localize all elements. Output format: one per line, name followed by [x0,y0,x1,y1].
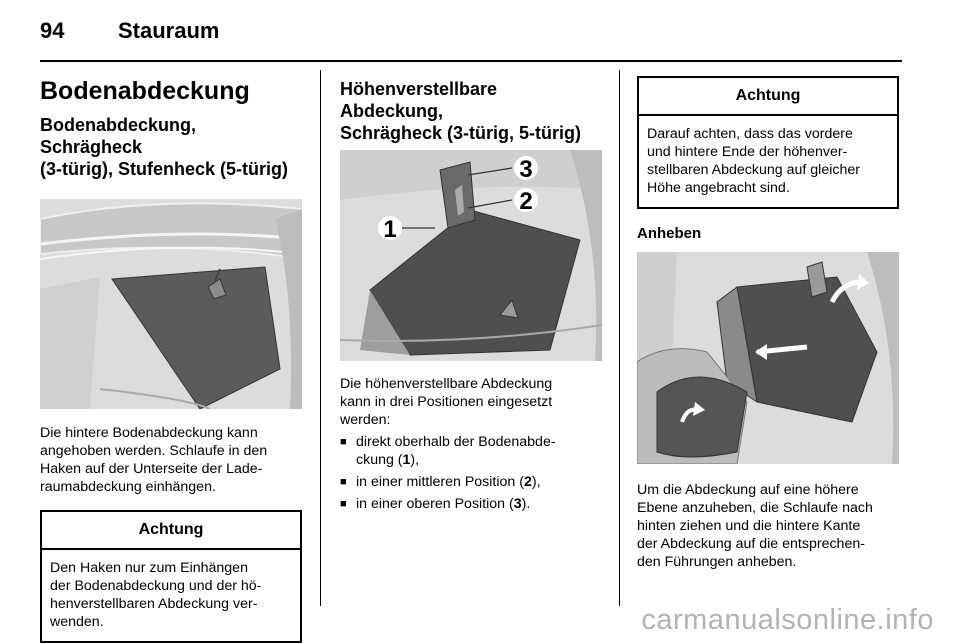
subheading-line-2: (3-türig), Stufenheck (5-türig) [40,159,288,179]
caution-title: Achtung [639,78,897,116]
figure-label-2: 2 [519,188,533,215]
subheading-line-1: Bodenabdeckung, Schrägheck [40,115,197,157]
page-number: 94 [40,18,65,43]
caution-line: Den Haken nur zum Einhängen [50,560,248,576]
watermark: carmanualsonline.info [641,604,934,636]
caution-line: henverstellbaren Abdeckung ver- [50,596,258,612]
figure-adjustable-cover [340,150,602,361]
bullet-icon: ■ [340,436,347,448]
heading-line-2: Schrägheck (3-türig, 5-türig) [340,123,582,143]
paragraph-line: Die hintere Bodenabdeckung kann [40,425,258,441]
list-item: ■ in einer mittleren Position (2), [340,474,541,490]
column-3 [637,76,899,571]
paragraph-line: den Führungen anheben. [637,554,797,570]
paragraph-line: hinten ziehen und die hintere Kante [637,518,861,534]
position-list [340,433,602,513]
figure-floor-cover [40,199,302,409]
caution-line: Darauf achten, dass das vordere [647,126,853,142]
column-1 [40,76,302,643]
section-title: Stauraum [118,18,220,43]
heading-bodenabdeckung: Bodenabdeckung [40,77,250,105]
column-divider-1 [320,70,321,606]
figure-lift-cover [637,252,899,464]
caution-line: stellbaren Abdeckung auf gleicher [647,162,860,178]
subheading-anheben: Anheben [637,225,702,242]
caution-box [637,76,899,209]
list-item: ■ in einer oberen Position (3). [340,496,531,512]
heading-line-1: Höhenverstellbare Abdeckung, [340,79,498,121]
paragraph-line: werden: [340,412,391,428]
paragraph-line: der Abdeckung auf die entsprechen- [637,536,865,552]
column-divider-2 [619,70,620,606]
paragraph-line: Ebene anzuheben, die Schlaufe nach [637,500,873,516]
caution-line: der Bodenabdeckung und der hö- [50,578,262,594]
caution-title: Achtung [42,512,300,550]
paragraph-line: kann in drei Positionen eingesetzt [340,394,553,410]
figure-label-1: 1 [383,216,397,243]
bullet-icon: ■ [340,476,347,488]
figure-label-3: 3 [519,156,533,183]
caution-line: und hintere Ende der höhenver- [647,144,848,160]
paragraph-line: Um die Abdeckung auf eine höhere [637,482,859,498]
list-item: ■ direkt oberhalb der Bodenabde- ckung (1), [340,434,556,468]
column-2 [340,78,602,513]
paragraph-line: raumabdeckung einhängen. [40,479,216,495]
paragraph-line: Die höhenverstellbare Abdeckung [340,376,553,392]
header-rule [40,60,902,62]
paragraph-line: Haken auf der Unterseite der Lade- [40,461,263,477]
bullet-icon: ■ [340,498,347,510]
caution-line: wenden. [50,614,104,630]
paragraph-line: angehoben werden. Schlaufe in den [40,443,268,459]
caution-line: Höhe angebracht sind. [647,180,790,196]
caution-box [40,510,302,643]
